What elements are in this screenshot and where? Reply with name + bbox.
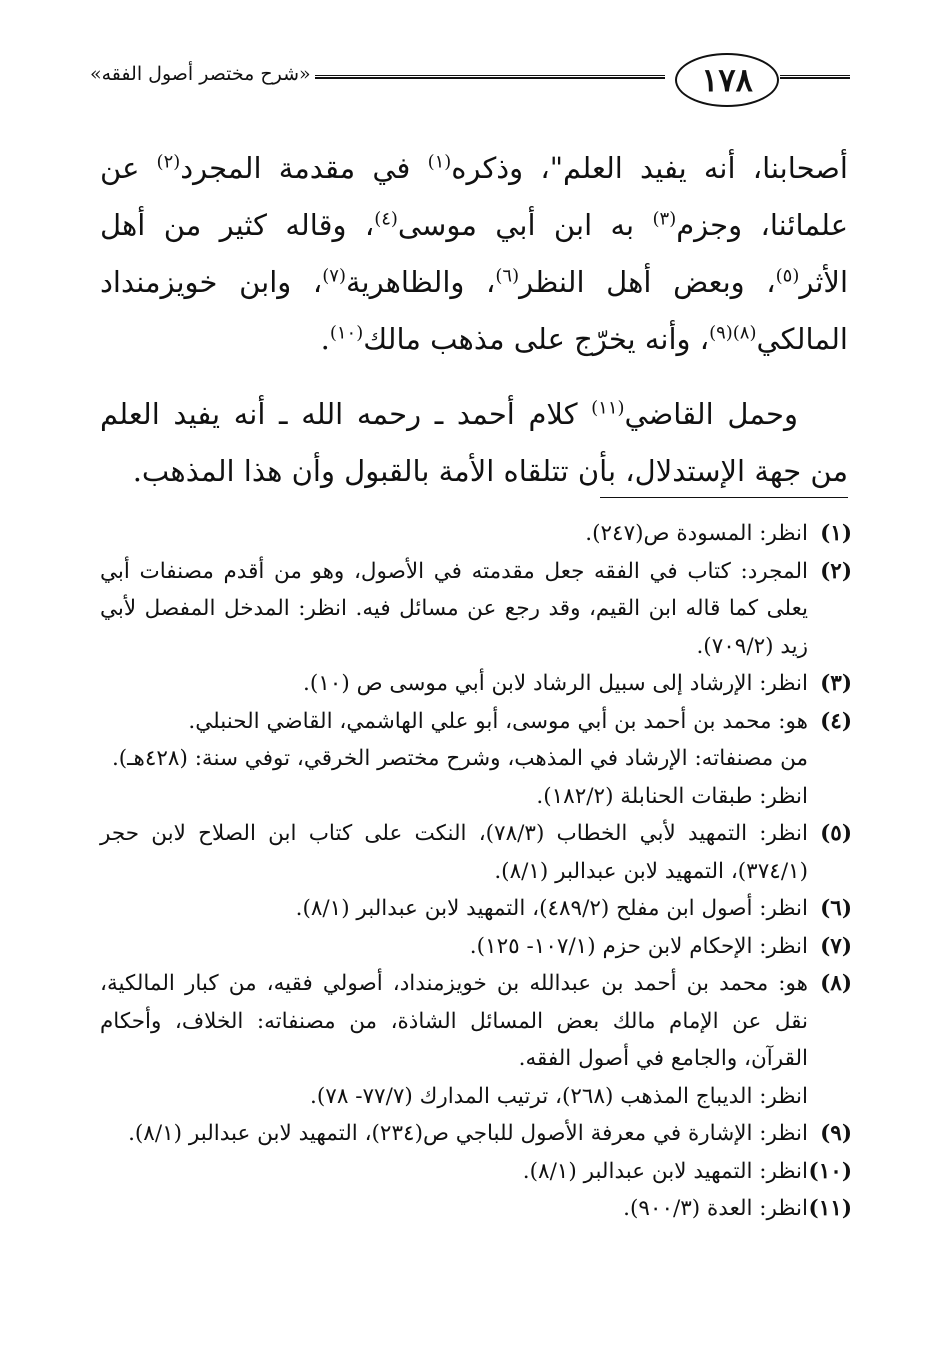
footnote-number: (٢) [820, 558, 852, 584]
footnote-number: (٤) [820, 708, 852, 734]
text-segment: وحمل القاضي [624, 397, 798, 431]
footnote-line: انظر: العدة (٩٠٠/٣). [623, 1196, 808, 1221]
footnote-text [100, 1115, 808, 1153]
footnote-line: انظر: المسودة ص(٢٤٧). [585, 521, 808, 546]
footnote [100, 928, 852, 966]
footnote [100, 965, 852, 1115]
footnote-divider [600, 497, 848, 498]
footnote [100, 815, 852, 890]
paragraph-1 [100, 140, 848, 368]
page-number: ١٧٨ [675, 53, 779, 107]
text-segment: ، والظاهرية [345, 265, 496, 299]
footnote-text [100, 1190, 808, 1228]
footnote-number: (١٠) [808, 1158, 852, 1184]
footnote-marker: (٧) [322, 265, 346, 287]
main-text [100, 140, 848, 500]
footnote-line: انظر: التمهيد لابن عبدالبر (٨/١). [522, 1158, 808, 1184]
footnote-line: من مصنفاته: الإرشاد في المذهب، وشرح مختصر الخرقي، توفي سنة: (٤٢٨هـ). [111, 746, 808, 771]
footnote [100, 515, 852, 553]
footnote-text [100, 665, 808, 703]
text-segment: ، وابن خويزمنداد المالكي [100, 265, 848, 356]
footnote-text [100, 553, 808, 666]
footnote-line: انظر: التمهيد لأبي الخطاب (٧٨/٣)، النكت على كتاب ابن الصلاح لابن حجر (٣٧٤/١)، التمهيد لابن عبدالبر (٨/١). [100, 821, 809, 884]
footnote-text [100, 815, 808, 890]
footnote [100, 890, 852, 928]
footnote-text [100, 703, 808, 816]
text-segment: أصحابنا، أنه يفيد العلم"، وذكره [451, 151, 848, 185]
footnote-line: هو: محمد بن أحمد بن أبي موسى، أبو علي الهاشمي، القاضي الحنبلي. [188, 708, 808, 734]
footnote-line: المجرد: كتاب في الفقه جعل مقدمته في الأصول، وهو من أقدم مصنفات أبي يعلى كما قاله ابن القيم، وقد رجع عن مسائل فيه. انظر: المدخل المفصل لأبي زيد (٧٠٩/٢). [100, 558, 808, 659]
footnote [100, 1153, 852, 1191]
footnote-text [100, 515, 808, 553]
footnote-number: (٧) [820, 933, 852, 959]
footnote-number: (٣) [820, 671, 852, 696]
footnote-number: (٨) [820, 971, 852, 996]
footnote-line: انظر: الإرشاد إلى سبيل الرشاد لابن أبي موسى ص (١٠). [303, 671, 808, 696]
header-rule-right [780, 75, 850, 79]
footnote-number: (١) [820, 521, 852, 546]
footnote-marker: (٣) [652, 208, 677, 230]
footnote [100, 553, 852, 666]
footnote-number: (١١) [808, 1196, 852, 1221]
text-segment: كلام أحمد ـ رحمه الله ـ أنه يفيد العلم من جهة الإستدلال، بأن تتلقاه الأمة بالقبول وأن هذا المذهب. [100, 397, 848, 488]
footnote [100, 1115, 852, 1153]
footnote-number: (٥) [820, 821, 852, 846]
footnote-marker: (٥) [775, 265, 800, 287]
footnote [100, 703, 852, 816]
page-header [90, 45, 850, 115]
footnote-text [100, 965, 808, 1115]
text-segment: به ابن أبي موسى [397, 208, 653, 242]
footnotes [100, 515, 852, 1228]
text-segment: في مقدمة المجرد [180, 151, 428, 185]
footnote-number: (٦) [820, 896, 852, 921]
text-segment: عن علمائنا، وجزم [100, 151, 848, 242]
text-segment: ، وبعض أهل النظر [519, 265, 776, 299]
text-segment: . [320, 322, 330, 356]
text-segment: ، وأنه يخرّج على مذهب مالك [363, 322, 710, 356]
footnote [100, 665, 852, 703]
footnote-number: (٩) [820, 1121, 852, 1146]
footnote-marker: (٦) [495, 265, 520, 287]
footnote-marker: (١١) [591, 397, 625, 419]
footnote-text [100, 890, 808, 928]
footnote-marker: (٢) [156, 151, 181, 173]
footnote-marker: (١) [427, 151, 452, 173]
footnote-line: انظر: طبقات الحنابلة (١٨٢/٢). [536, 783, 808, 809]
footnote-line: هو: محمد بن أحمد بن عبدالله بن خويزمنداد، أصولي فقيه، من كبار المالكية، نقل عن الإمام مالك بعض المسائل الشاذة، من مصنفاته: الخلاف، وأحكام القرآن، والجامع في أصول الفقه. [100, 971, 808, 1071]
header-rule-left [315, 75, 665, 79]
footnote-text [100, 1153, 808, 1191]
paragraph-2 [100, 386, 848, 500]
footnote-marker: (١٠) [329, 322, 364, 344]
footnote-marker: (٤) [374, 208, 398, 230]
footnote-line: انظر: الديباج المذهب (٢٦٨)، ترتيب المدارك (٧٧/٧- ٧٨). [310, 1083, 808, 1109]
footnote [100, 1190, 852, 1228]
footnote-line: انظر: أصول ابن مفلح (٤٨٩/٢)، التمهيد لابن عبدالبر (٨/١). [295, 896, 808, 921]
running-title: «شرح مختصر أصول الفقه» [90, 63, 311, 85]
footnote-line: انظر: الإشارة في معرفة الأصول للباجي ص(٢٣٤)، التمهيد لابن عبدالبر (٨/١). [128, 1121, 808, 1146]
footnote-marker: (٨)(٩) [709, 322, 757, 344]
footnote-line: انظر: الإحكام لابن حزم (١٠٧/١- ١٢٥). [469, 933, 808, 959]
text-segment: ، وقاله كثير من أهل الأثر [100, 208, 849, 299]
footnote-text [100, 928, 808, 966]
